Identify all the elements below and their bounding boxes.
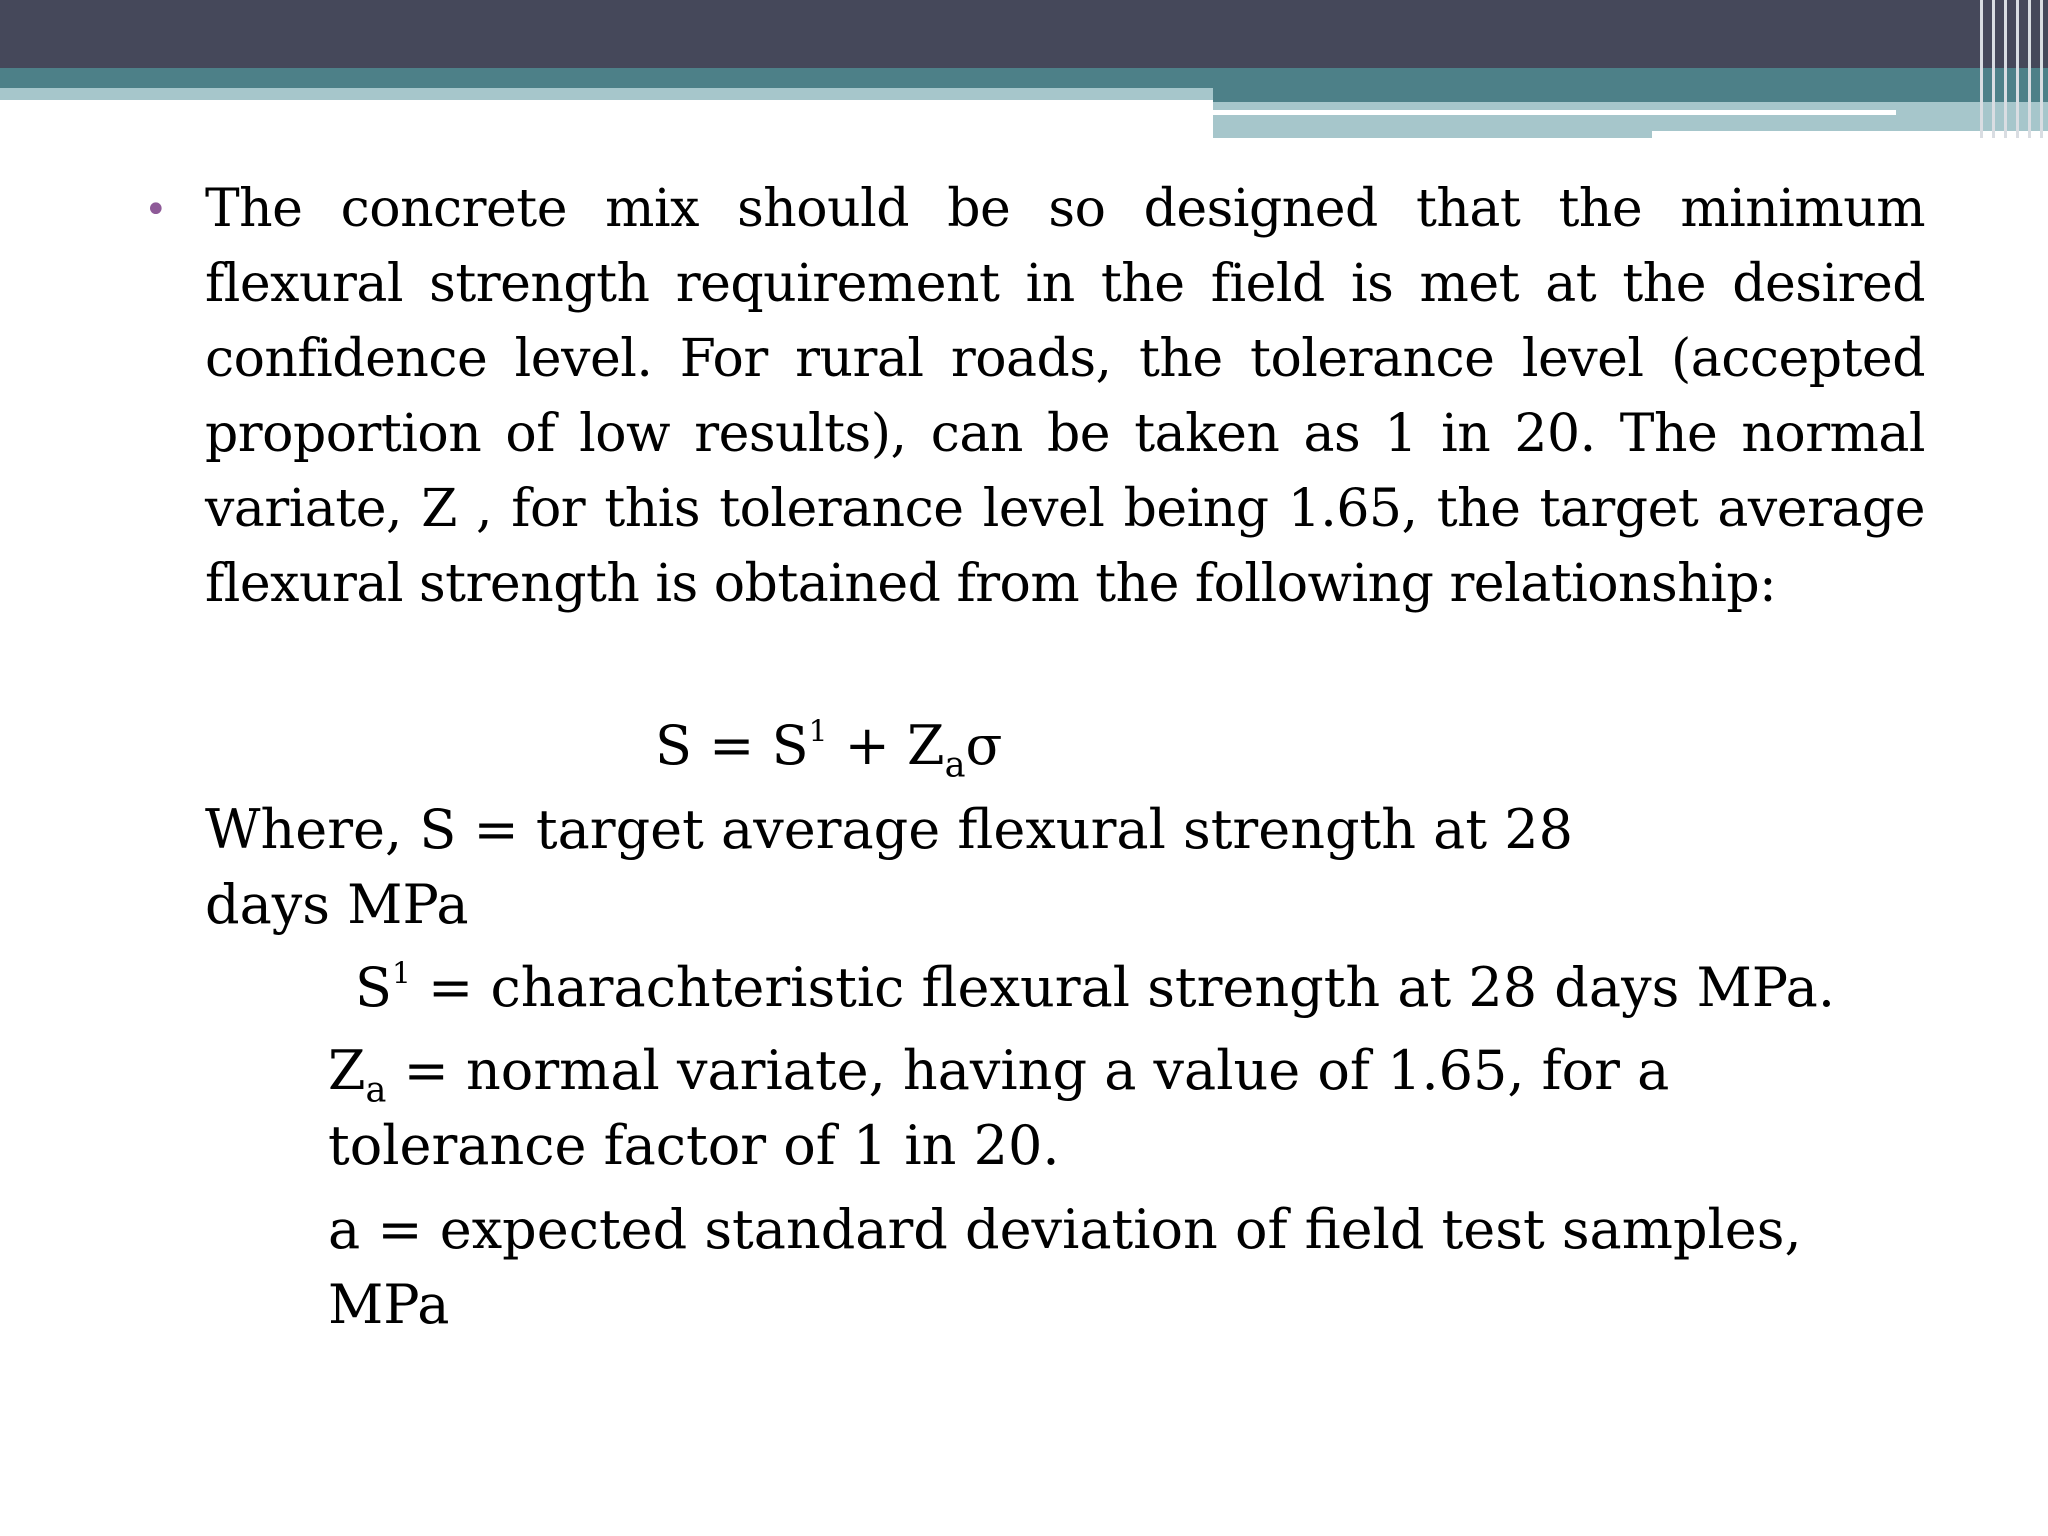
formula-plus: + Z	[827, 714, 945, 777]
s1-text: = charachteristic flexural strength at 28 days MPa.	[410, 956, 1836, 1019]
header-teal-right-band	[1213, 68, 2048, 102]
za-definition	[328, 1033, 1708, 1183]
za-symbol: Z	[328, 1039, 366, 1102]
bullet-icon: •	[144, 187, 168, 233]
header-teal-light-band	[0, 88, 1213, 100]
za-subscript: a	[365, 1069, 387, 1111]
formula-subscript: a	[944, 744, 966, 786]
formula-lhs: S = S	[655, 714, 809, 777]
where-definition: Where, S = target average flexural strength at 28 days MPa	[205, 798, 1573, 936]
formula-superscript: 1	[808, 714, 828, 750]
s1-definition	[355, 950, 1835, 1025]
s1-superscript: 1	[392, 956, 411, 992]
formula	[655, 710, 1003, 786]
formula-sigma: σ	[965, 714, 1003, 777]
header-dark-band	[0, 0, 2048, 68]
body-paragraph: The concrete mix should be so designed that the minimum flexural strength requirement in the field is met at the desired confidence level. For rural roads, the tolerance level (accepted proportion of low results), can be taken as 1 in 20. The normal variate, Z , for this tolerance level being 1.65, the target average flexural strength is obtained from the following relationship:	[205, 179, 1925, 614]
a-definition: a = expected standard deviation of field test samples, MPa	[328, 1198, 1802, 1336]
header-stripes	[1978, 0, 2048, 138]
za-text: = normal variate, having a value of 1.65, for a tolerance factor of 1 in 20.	[328, 1039, 1670, 1177]
header-teal-band	[0, 68, 1213, 88]
s1-symbol: S	[355, 956, 392, 1019]
header-divider-line	[1213, 110, 1896, 115]
